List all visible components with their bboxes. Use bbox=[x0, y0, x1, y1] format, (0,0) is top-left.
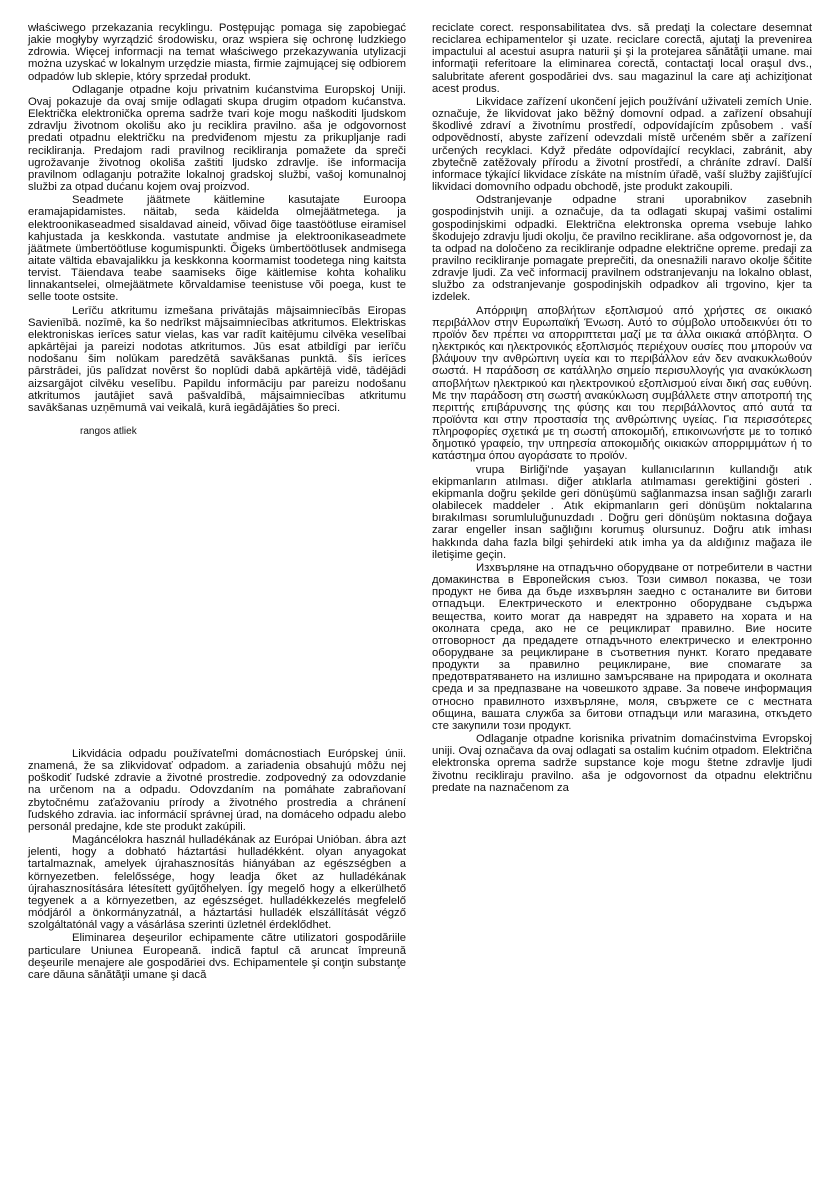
croatian-paragraph: Odlaganje otpadne koju privatnim kućanstvima Europskoj Uniji. Ovaj pokazuje da ovaj smije odlagati skupa drugim otpadom kućanstva. Električka elektronička oprema sadrže tvari koje mogu naškoditi ljudskom zdravlju životnom okolišu ako ju reciklira pravilno. aša je odgovornost predati otpadnu električku na predviđenom mjestu za prikupljanje radi recikliranja. Predajom radi pravilnog recikliranja pomažete da spreči ugrožavanje životnog okoliša zaštiti ljudsko zdravlje. iše informacija pravilnom odlaganju potražite lokalnoj gradskoj službi, vašoj komunalnoj službi za otpad dućanu kojem ovaj proizvod. bbox=[28, 83, 406, 194]
polish-paragraph: właściwego przekazania recyklingu. Postępując pomaga się zapobiegać jakie mogłyby wyrządzić środowisku, oraz wspiera się ochronę ludzkiego zdrowia. Więcej informacji na temat właściwego przekazywania utylizacji można uzyskać w lokalnym urzędzie miasta, firmie zajmującej się odbiorem odpadów lub sklepie, który sprzedał produkt. bbox=[28, 22, 406, 83]
romanian-paragraph: Eliminarea deşeurilor echipamente către utilizatori gospodăriile particulare Uniunea Europeană. indică faptul că aruncat împreună deşeurile menajere ale gospodăriei dvs. Echipamentele şi conţin substanţe care dăuna sănătăţii umane şi dacă bbox=[28, 932, 406, 981]
left-column-bottom bbox=[28, 748, 406, 982]
turkish-paragraph: vrupa Birliği'nde yaşayan kullanıcılarının kullandığı atık ekipmanların atılması. diğer atıklarla atılmaması gerektiğini gösteri . ekipmanla doğru şekilde geri dönüşümü sağlanmazsa insan sağlığı zararlı olabilecek maddeler . Atık ekipmanların geri dönüşüm noktalarına bırakılması sorumluluğunuzdadı . Doğru geri dönüşüm noktasına doğaya zarar engeller insan sağlığını korumuş olursunuz. Doğru atık imhası hakkında daha fazla bilgi şehirdeki atık imha ya da aldığınız mağaza ile iletişime geçin. bbox=[432, 463, 812, 561]
right-column bbox=[432, 22, 812, 795]
greek-paragraph: Απόρριψη αποβλήτων εξοπλισμού από χρήστες σε οικιακό περιβάλλον στην Ευρωπαϊκή Ένωση. Αυτό το σύμβολο υποδεικνύει ότι το προϊόν δεν πρέπει να απορριπτεται μαζί με τα άλλα οικιακά απόβλητα. Ο ηλεκτρικός και ηλεκτρονικός εξοπλισμός περιέχουν ουσίες που μπορούν να βλάψουν την ανθρώπινη υγεία και το περιβάλλον εάν δεν ανακυκλωθούν σωστά. Η παράδοση σε κατάλληλο σημείο περισυλλογής για ανακύκλωση αποβλήτων ηλεκτρικού και ηλεκτρονικού εξοπλισμού είναι δική σας ευθύνη. Με την παράδοση στη σωστή ανακύκλωση συμβάλλετε στην αποτροπή της περιττής επιβάρυνσης της φύσης και του περιβάλλοντος από αυτά τα προϊόντα και στην προστασία της ανθρώπινης υγείας. Για περισσότερες πληροφορίες σχετικά με τη σωστή αποκομιδή, επικοινωνήστε με το τοπικό δημοτικό γραφείο, την υπηρεσία αποκομιδής οικιακών απορριμμάτων ή το κατάστημα όπου αγοράσατε το προϊόν. bbox=[432, 304, 812, 463]
slovak-paragraph: Likvidácia odpadu používateľmi domácnostiach Európskej únii. znamená, že sa zlikvidovať odpadom. a zariadenia obsahujú môžu nej poškodiť ľudské zdravie a životné prostredie. zodpovedný za odovzdanie na určenom na a odpadu. Odovzdaním na pomáhate zabraňovaní zbytočnému zaťažovaniu prírody a životného prostredia a chránení ľudského zdravia. iac informácií správnej úrad, na domáceho odpadu alebo personál predajne, kde ste produkt zakúpili. bbox=[28, 748, 406, 833]
serbian-paragraph: Odlaganje otpadne korisnika privatnim domaćinstvima Evropskoj uniji. Ovaj označava da ovaj odlagati sa ostalim kućnim otpadom. Električna elektronska oprema sadrže supstance koje mogu štetne zdravlje ljudi životnu recikliraju pravilno. aša je odgovornost da otpadnu električnu predate na naznačenom za bbox=[432, 733, 812, 794]
left-column-top bbox=[28, 22, 406, 438]
slovenian-paragraph: Odstranjevanje odpadne strani uporabnikov zasebnih gospodinjstvih uniji. a označuje, da ta odlagati skupaj vašimi ostalimi gospodinjskimi odpadki. Električna elektronska oprema vsebuje lahko škodujejo zdravju ljudi okolju, če pravilno reciklirane. aša odgovornost je, da ta odpad na določeno za recikliranje odpadne električne opreme. predaji za pravilno recikliranje pomagate preprečiti, da onesnažili naravo okolje ščitite zdravje ljudi. Za več informacij pravilnem odstranjevanju na lokalno oblast, službo za odstranjevanje gospodinjskih odpadkov ali trgovino, kjer ta izdelek. bbox=[432, 194, 812, 304]
bulgarian-paragraph: Изхвърляне на отпадъчно оборудване от потребители в частни домакинства в Европейския съюз. Този символ показва, че този продукт не бива да бъде изхвърлян заедно с останалите ви битови отпадъци. Електрическото и електронно оборудване съдържа вещества, които могат да навредят на здравето на хората и на околната среда, ако не се рециклират правилно. Вие носите отговорност да предадете отпадъчното електрическо и електронно оборудване за рециклиране в съответния пункт. Когато предавате продукти за правилно рециклиране, вие спомагате за предотвратяването на излишно замърсяване на природата и околната среда и за предпазване на човешкото здраве. За повече информация относно правилното изхвърляне, моля, свържете се с местната община, вашата служба за битови отпадъци или магазина, откъдето сте закупили този продукт. bbox=[432, 561, 812, 732]
hungarian-paragraph: Magáncélokra használ hulladékának az Európai Unióban. ábra azt jelenti, hogy a dobható háztartási hulladékként. olyan anyagokat tartalmaznak, amelyek újrahasznosítás hiányában az egészségben a környezetben. felelőssége, hogy leadja őket az hulladékának újrahasznosítására létesített gyűjtőhelyen. Így megelő hogy a elkerülhető tegyenek a a környezetben, az egészséget. hulladékkezelés megfelelő módjáról a önkormányzatnál, a háztartási hulladék elszállítását végző szolgáltatónál vagy a vásárlása szerinti üzletnél érdeklődhet. bbox=[28, 834, 406, 932]
czech-paragraph: Likvidace zařízení ukončení jejich používání uživateli zemích Unie. označuje, že likvidovat jako běžný domovní odpad. a zařízení obsahují škodlivé zdraví a životnímu prostředí, odpovídajícím způsobem . vaší odpovědností, abyste zařízení odevzdali místě určeném sběr a zařízení určených recyklaci. Když předáte odpovídající recyklaci, zabránit, aby zbytečně zatěžovaly přírodu a životní prostředí, a chráníte zdraví. Další informace týkající likvidace získáte na místním úřadě, vaší služby zajišťující likvidaci domovního odpadu obchodě, jste produkt zakoupili. bbox=[432, 95, 812, 194]
estonian-paragraph: Seadmete jäätmete käitlemine kasutajate Euroopa eramajapidamistes. näitab, seda käidelda olmejäätmetega. ja elektroonikaseadmed sisaldavad aineid, võivad õige taastöötluse eiramisel kahjustada ja keskkonda. vastutate andmise ja elektroonikaseadmete jäätmete ümbertöötluse kogumispunkti. Õigeks ümbertöötlusek andmisega aitate vältida ebavajalikku ja keskkonna koormamist toodetega ning kaitsta tervist. Täiendava teabe saamiseks õige käitlemise kohta kohaliku linnakantselei, olmejäätmete kõrvaldamise teenistuse või poega, kust te selle toote ostsite. bbox=[28, 194, 406, 304]
romanian-continuation-paragraph: reciclate corect. responsabilitatea dvs. să predaţi la colectare desemnat reciclarea echipamentelor şi uzate. reciclare corectă, ajutaţi la prevenirea impactului al acestui asupra naturii şi şi la protejarea sănătăţii umane. mai informaţii referitoare la eliminarea corectă, contactaţi local oraşul dvs., salubritate aferent gospodăriei dvs. sau magazinul la care aţi achiziţionat acest produs. bbox=[432, 22, 812, 95]
lithuanian-fragment: rangos atliek bbox=[80, 426, 137, 437]
latvian-paragraph: Lerīču atkritumu izmešana privātajās mājsaimniecībās Eiropas Savienībā. nozīmē, ka šo nedrīkst mājsaimniecības atkritumos. Elektriskas elektroniskas ierīces satur vielas, kas var radīt kaitējumu cilvēka veselībai apkārtējai ja pareizi nodotas atkritumos. Jūs esat atbildīgi par ierīču nodošanu šim nolūkam paredzētā savākšanas punktā. šīs ierīces pārstrādei, jūs palīdzat novērst šo noplūdi dabā apkārtējā vidē, tādējādi aizsargājot cilvēku veselību. Papildu informāciju par pareizu nodošanu atkritumos jautājiet savā pašvaldībā, mājsaimniecības atkritumu savākšanas uzņēmumā vai veikalā, kurā iegādājāties šo preci. bbox=[28, 304, 406, 414]
